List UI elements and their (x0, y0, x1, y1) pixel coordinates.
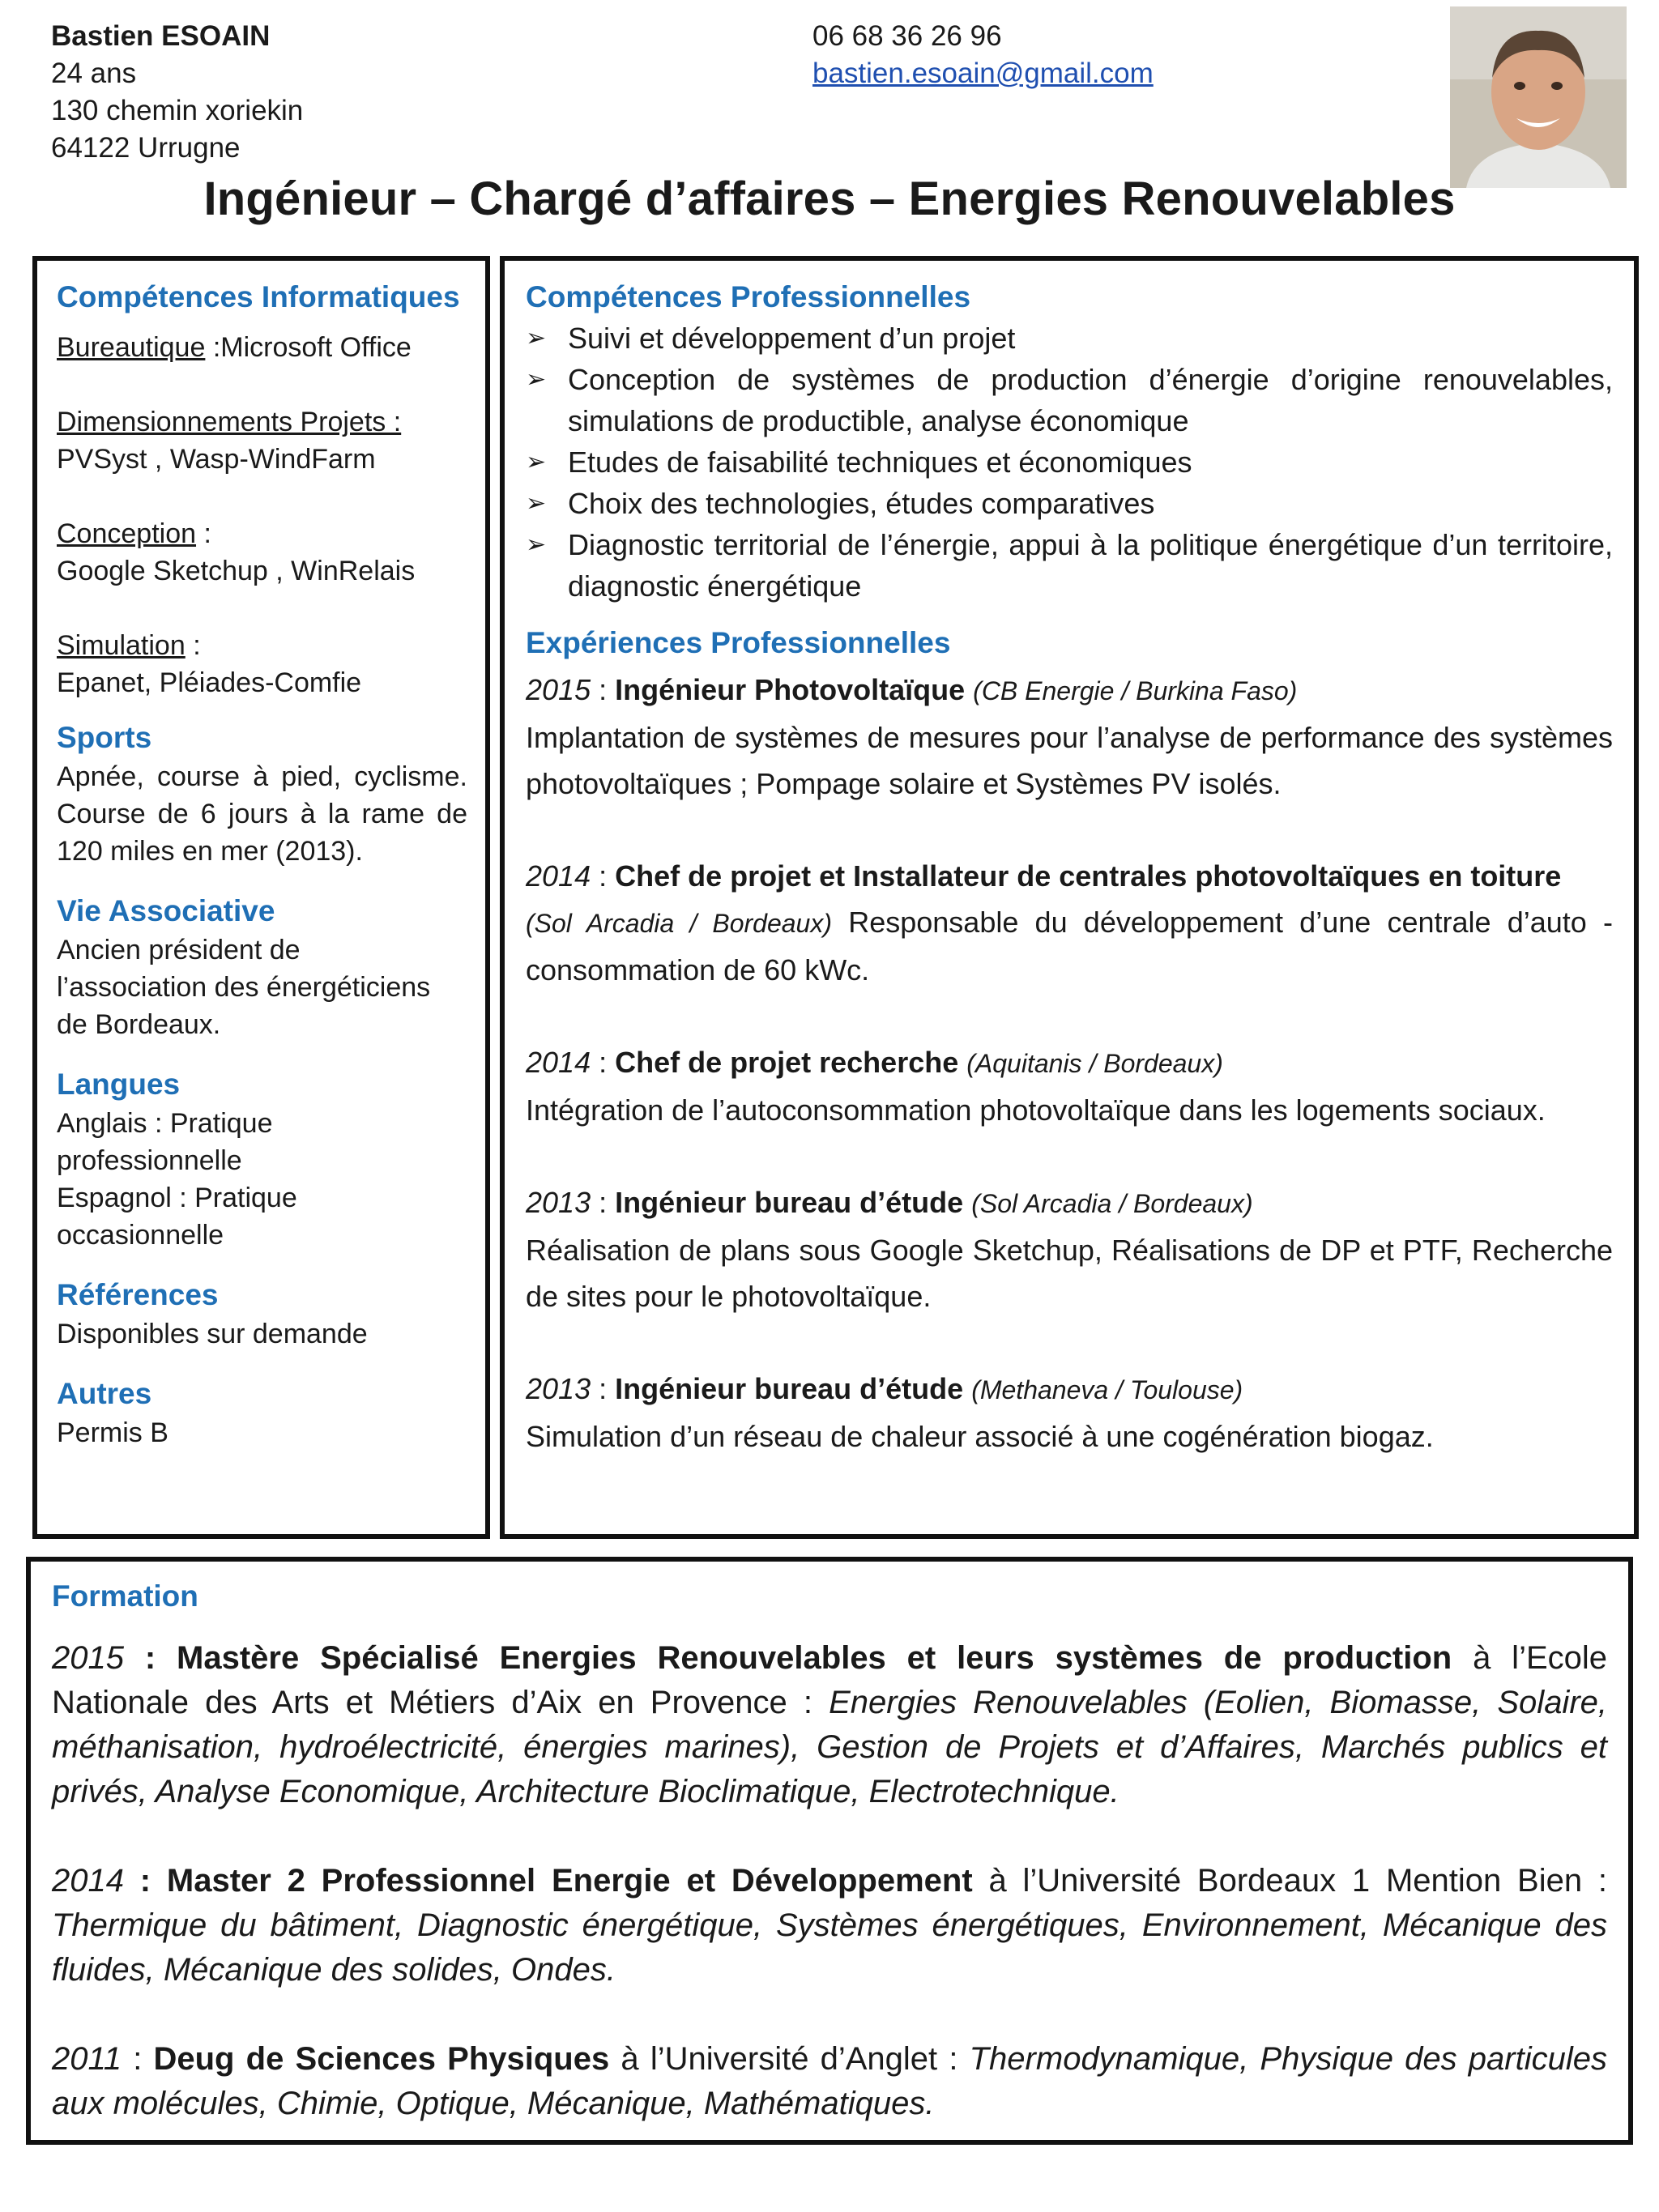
section-title-it: Compétences Informatiques (57, 280, 460, 313)
formation-item: 2014 : Master 2 Professionnel Energie et Développement à l’Université Bordeaux 1 Mention Bien : Thermique du bâtiment, Diagnostic énergétique, Systèmes énergétiques, Environnement, Mécanique des fluides, Mécanique des solides, Ondes. (52, 1863, 1608, 1988)
language-english: Anglais : Pratique professionnelle (57, 1108, 273, 1176)
section-title-asso: Vie Associative (57, 894, 275, 927)
formation-degree: Master 2 Professionnel Energie et Développement (166, 1863, 973, 1899)
list-item: ➢ Diagnostic territorial de l’énergie, appui à la politique énergétique d’un territoire, diagnostic énergétique (526, 524, 1613, 607)
exp-company: (Methaneva / Toulouse) (971, 1375, 1243, 1404)
arrow-bullet-icon: ➢ (526, 490, 547, 517)
candidate-age: 24 ans (51, 58, 137, 89)
address-city: 64122 Urrugne (51, 132, 241, 164)
arrow-bullet-icon: ➢ (526, 449, 547, 475)
formation-degree: Deug de Sciences Physiques (153, 2041, 610, 2077)
formation-item: 2015 : Mastère Spécialisé Energies Renouvelables et leurs systèmes de production à l’Ecole Nationale des Arts et Métiers d’Aix en Provence : Energies Renouvelables (Eolien, Biomasse, Solaire, méthanisation, hydroélectricité, énergies marines), Gestion de Projets et d’Affaires, Marchés publics et privés, Analyse Economique, Architecture Bioclimatique, Electrotechnique. (52, 1640, 1608, 1809)
formation-school: à l’Ecole Nationale des Arts et Métiers d’Aix en Provence : (52, 1640, 1608, 1720)
formation-school: à l’Université Bordeaux 1 Mention Bien : (972, 1863, 1608, 1899)
arrow-bullet-icon: ➢ (526, 325, 547, 352)
arrow-bullet-icon: ➢ (526, 531, 547, 558)
experience-item: 2014 : Chef de projet et Installateur de centrales photovoltaïques en toiture (Sol Arcadia / Bordeaux) Responsable du développement d’une centrale d’auto - consommation de 60 kWc. (526, 859, 1613, 987)
section-title-formation: Formation (52, 1579, 198, 1613)
exp-company: (Aquitanis / Bordeaux) (966, 1049, 1223, 1078)
exp-description: Intégration de l’autoconsommation photovoltaïque dans les logements sociaux. (526, 1093, 1546, 1127)
section-title-sports: Sports (57, 721, 152, 754)
references-text: Disponibles sur demande (57, 1319, 368, 1349)
formation-year: 2015 (52, 1640, 124, 1676)
candidate-name: Bastien ESOAIN (51, 20, 271, 52)
formation-year: 2011 (52, 2041, 122, 2077)
exp-year: 2013 (526, 1186, 591, 1219)
formation-panel (26, 1557, 1633, 2145)
email-link[interactable]: bastien.esoain@gmail.com (812, 58, 1154, 89)
exp-role: Ingénieur bureau d’étude (615, 1372, 964, 1405)
formation-topics: Thermodynamique, Physique des particules aux molécules, Chimie, Optique, Mécanique, Mathématiques. (52, 2041, 1607, 2121)
exp-year: 2014 (526, 1046, 591, 1079)
other-text: Permis B (57, 1417, 168, 1448)
exp-role: Ingénieur Photovoltaïque (615, 673, 966, 706)
section-title-other: Autres (57, 1377, 152, 1410)
list-item: ➢ Suivi et développement d’un projet (526, 318, 1613, 359)
experience-item: 2013 : Ingénieur bureau d’étude (Methaneva / Toulouse) Simulation d’un réseau de chaleur associé à une cogénération biogaz. (526, 1366, 1613, 1460)
profile-photo (1450, 6, 1627, 188)
it-label: Dimensionnements Projets : (57, 407, 402, 437)
it-entry: Conception : Google Sketchup , WinRelais (57, 515, 467, 590)
exp-description: Implantation de systèmes de mesures pour l’analyse de performance des systèmes photovoltaïques ; Pompage solaire et Systèmes PV isolés. (526, 721, 1613, 800)
section-title-skills: Compétences Professionnelles (526, 280, 971, 313)
exp-role: Chef de projet recherche (615, 1046, 959, 1079)
right-panel (500, 256, 1639, 1539)
it-value: Microsoft Office (220, 332, 412, 363)
left-panel (32, 256, 490, 1539)
exp-year: 2014 (526, 859, 591, 893)
formation-topics: Energies Renouvelables (Eolien, Biomasse, Solaire, méthanisation, hydroélectricité, énergies marines), Gestion de Projets et d’Affaires, Marchés publics et privés, Analyse Economique, Architecture Bioclimatique, Electrotechnique. (52, 1685, 1608, 1809)
it-value: PVSyst , Wasp-WindFarm (57, 444, 376, 475)
exp-description: Simulation d’un réseau de chaleur associé à une cogénération biogaz. (526, 1420, 1434, 1453)
section-title-references: Références (57, 1278, 219, 1311)
exp-role: Chef de projet et Installateur de centrales photovoltaïques en toiture (615, 859, 1562, 893)
list-item: ➢ Etudes de faisabilité techniques et économiques (526, 441, 1613, 483)
language-spanish: Espagnol : Pratique occasionnelle (57, 1183, 297, 1251)
formation-degree: Mastère Spécialisé Energies Renouvelables et leurs systèmes de production (177, 1640, 1452, 1676)
list-item: ➢ Conception de systèmes de production d’énergie d’origine renouvelables, simulations de productible, analyse économique (526, 359, 1613, 441)
arrow-bullet-icon: ➢ (526, 366, 547, 393)
it-label: Simulation (57, 630, 186, 661)
formation-year: 2014 (52, 1863, 124, 1899)
experience-item: 2014 : Chef de projet recherche (Aquitanis / Bordeaux) Intégration de l’autoconsommation photovoltaïque dans les logements sociaux. (526, 1039, 1613, 1133)
section-title-languages: Langues (57, 1068, 181, 1101)
exp-year: 2013 (526, 1372, 591, 1405)
section-title-experience: Expériences Professionnelles (526, 626, 951, 659)
experience-item: 2013 : Ingénieur bureau d’étude (Sol Arcadia / Bordeaux) Réalisation de plans sous Google Sketchup, Réalisations de DP et PTF, Recherche de sites pour le photovoltaïque. (526, 1179, 1613, 1319)
it-entry: Bureautique :Microsoft Office (57, 332, 412, 363)
formation-topics: Thermique du bâtiment, Diagnostic énergétique, Systèmes énergétiques, Environnement, Mécanique des fluides, Mécanique des solides, Ondes. (52, 1907, 1607, 1988)
exp-description: Responsable du développement d’une centrale d’auto - consommation de 60 kWc. (526, 906, 1613, 987)
exp-company: (Sol Arcadia / Bordeaux) (526, 909, 833, 938)
it-label: Bureautique (57, 332, 206, 363)
experience-item: 2015 : Ingénieur Photovoltaïque (CB Energie / Burkina Faso) Implantation de systèmes de mesures pour l’analyse de performance des systèmes photovoltaïques ; Pompage solaire et Systèmes PV isolés. (526, 667, 1613, 807)
formation-item: 2011 : Deug de Sciences Physiques à l’Université d’Anglet : Thermodynamique, Physique des particules aux molécules, Chimie, Optique, Mécanique, Mathématiques. (52, 2041, 1607, 2121)
exp-year: 2015 (526, 673, 591, 706)
exp-description: Réalisation de plans sous Google Sketchup, Réalisations de DP et PTF, Recherche de sites pour le photovoltaïque. (526, 1234, 1613, 1313)
page-title: Ingénieur – Chargé d’affaires – Energies Renouvelables (203, 173, 1456, 225)
sports-text: Apnée, course à pied, cyclisme. Course de 6 jours à la rame de 120 miles en mer (2013). (57, 761, 467, 867)
it-entry: Simulation : Epanet, Pléiades-Comfie (57, 627, 467, 701)
asso-text: Ancien président de l’association des énergéticiens de Bordeaux. (57, 935, 431, 1040)
it-value: Epanet, Pléiades-Comfie (57, 667, 362, 698)
it-value: Google Sketchup , WinRelais (57, 556, 416, 586)
exp-company: (CB Energie / Burkina Faso) (973, 676, 1298, 705)
phone-number: 06 68 36 26 96 (812, 20, 1002, 52)
exp-role: Ingénieur bureau d’étude (615, 1186, 964, 1219)
it-label: Conception (57, 518, 197, 549)
exp-company: (Sol Arcadia / Bordeaux) (971, 1189, 1253, 1218)
list-item: ➢ Choix des technologies, études comparatives (526, 483, 1613, 524)
skills-list (526, 318, 1613, 607)
it-entry (57, 403, 467, 478)
address-street: 130 chemin xoriekin (51, 95, 304, 126)
formation-school: à l’Université d’Anglet : (609, 2041, 970, 2077)
